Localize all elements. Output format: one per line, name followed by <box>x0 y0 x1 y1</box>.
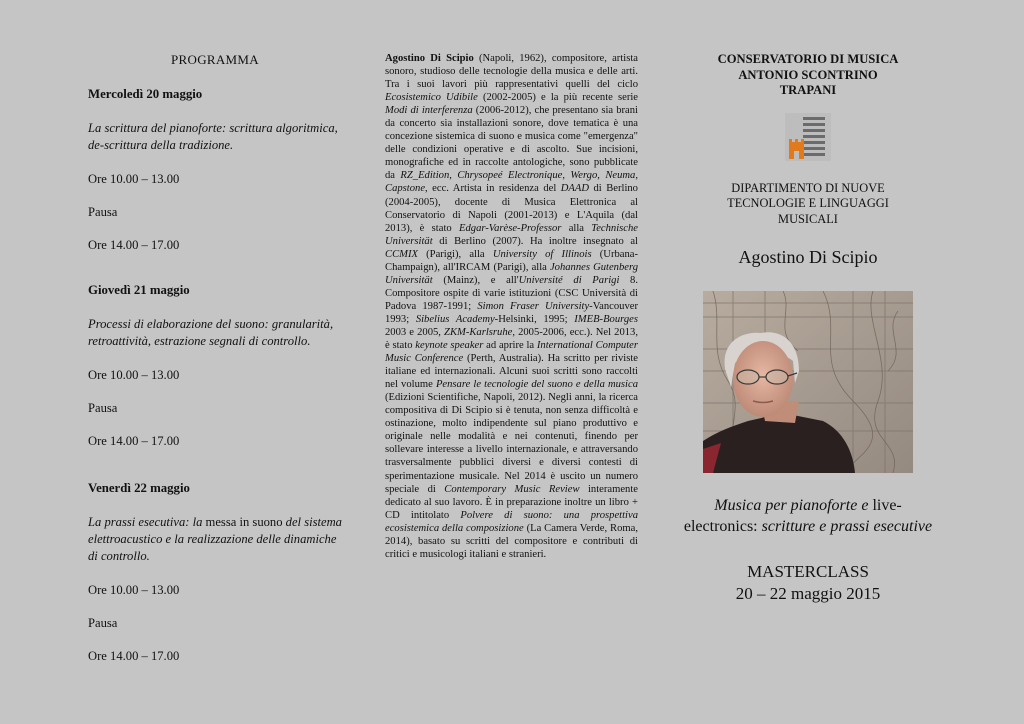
time-slot: Ore 10.00 – 13.00 <box>88 583 180 597</box>
programme-column <box>88 52 342 682</box>
time-slot: Ore 10.00 – 13.00 <box>88 368 180 382</box>
day-description: La prassi esecutiva: la messa in suono del sistema elettroacustico e la realizzazione delle dinamiche di controllo. <box>88 515 342 563</box>
masterclass-title: MASTERCLASS 20 – 22 maggio 2015 <box>682 561 934 605</box>
time-slot: Ore 14.00 – 17.00 <box>88 238 180 252</box>
break-slot: Pausa <box>88 205 118 219</box>
biography-text: Agostino Di Scipio (Napoli, 1962), compositore, artista sonoro, studioso delle tecnologie della musica e delle arti. Tra i suoi lavori più rappresentativi quelli del ciclo Ecosistemico Udibile (2002-2005) e la più recente serie Modi di interferenza (2006-2012), che presentano sia brani da concerto sia installazioni sonore, dove tematica è una concezione sistemica di suono e musica come "emergenza" delle condizioni operative e di ascolto. Sue incisioni, monografiche ed in raccolte antologiche, sono pubblicate da RZ_Edition, Chrysopeé Electronique, Wergo, Neuma, Capstone, ecc. Artista in residenza del DAAD di Berlino (2004-2005), docente di Musica Elettronica al Conservatorio di Napoli (2001-2013) e L'Aquila (dal 2013), è stato Edgar-Varèse-Professor alla Technische Universität di Berlino (2007). Ha inoltre insegnato al CCMIX (Parigi), alla University of Illinois (Urbana-Champaign), all'IRCAM (Parigi), alla Johannes Gutenberg Universität (Mainz), e all'Université di Parigi 8. Compositore ospite di varie istituzioni (CSC Università di Padova 1987-1991; Simon Fraser University-Vancouver 1993; Sibelius Academy-Helsinki, 1995; IMEB-Bourges 2003 e 2005, ZKM-Karlsruhe, 2005-2006, ecc.). Nel 2013, è stato keynote speaker ad aprire la International Computer Music Conference (Perth, Australia). Ha scritto per riviste italiane ed internazionali. Alcuni suoi scritti sono raccolti nel volume Pensare le tecnologie del suono e della musica (Edizioni Scientifiche, Napoli, 2012). Negli anni, la ricerca compositiva di Di Scipio si è tenuta, non senza difficoltà e ostinazione, molto indipendente sul piano produttivo e originale nelle modalità e nei contenuti, finendo per sollevare interesse a livello internazionale, e attraversando trasversalmente pubblici diversi e diversi contesti di sperimentazione musicale. Nel 2014 è uscito un numero speciale di Contemporary Music Review interamente dedicato al suo lavoro. È in preparazione inoltre un libro + CD intitolato Polvere di suono: una prospettiva ecosistemica della composizione (La Camera Verde, Roma, 2014), basato su scritti del compositore e contributi di critici e musicologi italiani e stranieri. <box>385 53 639 560</box>
day-heading: Venerdì 22 maggio <box>88 481 190 495</box>
cover-column <box>682 52 934 605</box>
speaker-name: Agostino Di Scipio <box>738 247 878 267</box>
day-heading: Giovedì 21 maggio <box>88 283 190 297</box>
portrait-photo <box>703 291 913 473</box>
course-title: Musica per pianoforte e live- electronics: scritture e prassi esecutive <box>683 497 933 535</box>
institution-name: CONSERVATORIO DI MUSICA ANTONIO SCONTRINO TRAPANI <box>717 52 899 97</box>
break-slot: Pausa <box>88 616 118 630</box>
programme-title: PROGRAMMA <box>171 52 259 67</box>
day-description: La scrittura del pianoforte: scrittura algoritmica, de-scrittura della tradizione. <box>88 121 338 152</box>
time-slot: Ore 14.00 – 17.00 <box>88 649 180 663</box>
day-description: Processi di elaborazione del suono: granularità, retroattività, estrazione segnali di controllo. <box>88 317 334 348</box>
break-slot: Pausa <box>88 401 118 415</box>
tower-logo-icon <box>785 113 831 161</box>
department-name: DIPARTIMENTO DI NUOVE TECNOLOGIE E LINGUAGGI MUSICALI <box>727 180 889 226</box>
day-heading: Mercoledì 20 maggio <box>88 87 203 101</box>
masterclass-dates: 20 – 22 maggio 2015 <box>735 584 881 603</box>
time-slot: Ore 14.00 – 17.00 <box>88 434 180 448</box>
time-slot: Ore 10.00 – 13.00 <box>88 172 180 186</box>
